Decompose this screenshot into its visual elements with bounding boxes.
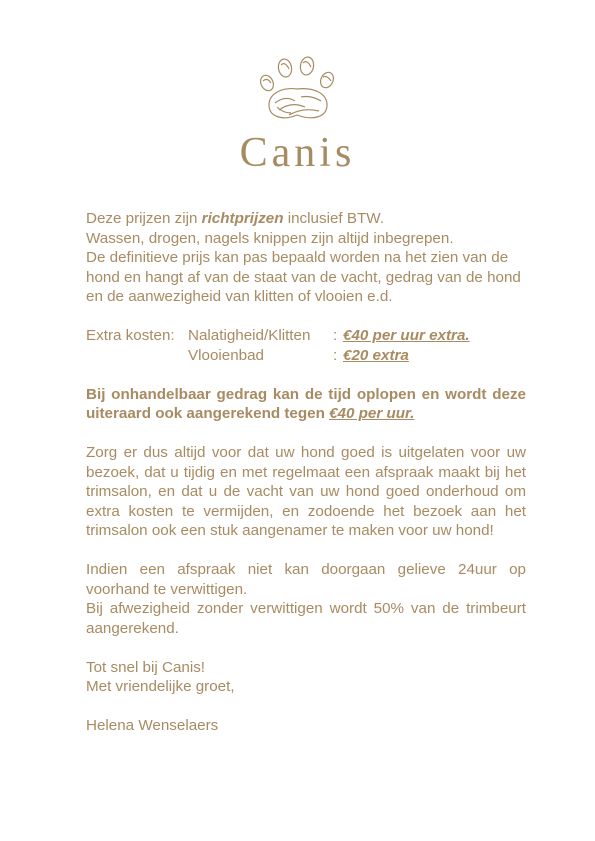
extra-cost-name: Vlooienbad: [188, 346, 265, 364]
signature: Helena Wenselaers: [86, 717, 219, 734]
closing-line-2: Met vriendelijke groet,: [86, 678, 235, 695]
price-notice: [86, 209, 526, 736]
extra-cost-price: €20 extra: [343, 346, 409, 364]
behavior-price: €40 per uur.: [329, 405, 415, 422]
intro-line-2: Wassen, drogen, nagels knippen zijn altijd inbegrepen.: [86, 229, 454, 247]
extra-cost-price: €40 per uur extra.: [343, 327, 470, 344]
brand-name: Canis: [239, 130, 356, 176]
extra-cost-name: Nalatigheid/Klitten: [188, 327, 311, 344]
closing-line-1: Tot snel bij Canis!: [86, 658, 206, 676]
behavior-notice: Bij onhandelbaar gedrag kan de tijd oplopen en wordt deze uiteraard ook aangerekend tegen €40 per uur.: [86, 385, 526, 422]
paw-print-icon: [255, 55, 341, 125]
intro-line-3: De definitieve prijs kan pas bepaald worden na het zien van de hond en hangt af van de staat van de vacht, gedrag van de hond en de aanwezigheid van klitten of vlooien e.d.: [86, 249, 521, 305]
intro-line-1: Deze prijzen zijn richtprijzen inclusief BTW.: [86, 210, 384, 227]
extra-cost-row-1: Extra kosten: Nalatigheid/Klitten : €40 per uur extra.: [86, 327, 470, 344]
cancel-line-2: Bij afwezigheid zonder verwittigen wordt 50% van de trimbeurt aangerekend.: [86, 600, 526, 637]
intro-emphasis: richtprijzen: [201, 210, 284, 227]
cancel-line-1: Indien een afspraak niet kan doorgaan gelieve 24uur op voorhand te verwittigen.: [86, 561, 526, 598]
extra-cost-row-2: Vlooienbad : €20 extra: [188, 346, 409, 364]
extra-costs-label: Extra kosten:: [86, 327, 175, 344]
advice-paragraph: Zorg er dus altijd voor dat uw hond goed is uitgelaten voor uw bezoek, dat u tijdig en met regelmaat een afspraak maakt bij het trimsalon, en dat u de vacht van uw hond goed onderhoud om extra kosten te vermijden, en zodoende het bezoek aan het trimsalon ook een stuk aangenamer te maken voor uw hond!: [86, 444, 526, 539]
